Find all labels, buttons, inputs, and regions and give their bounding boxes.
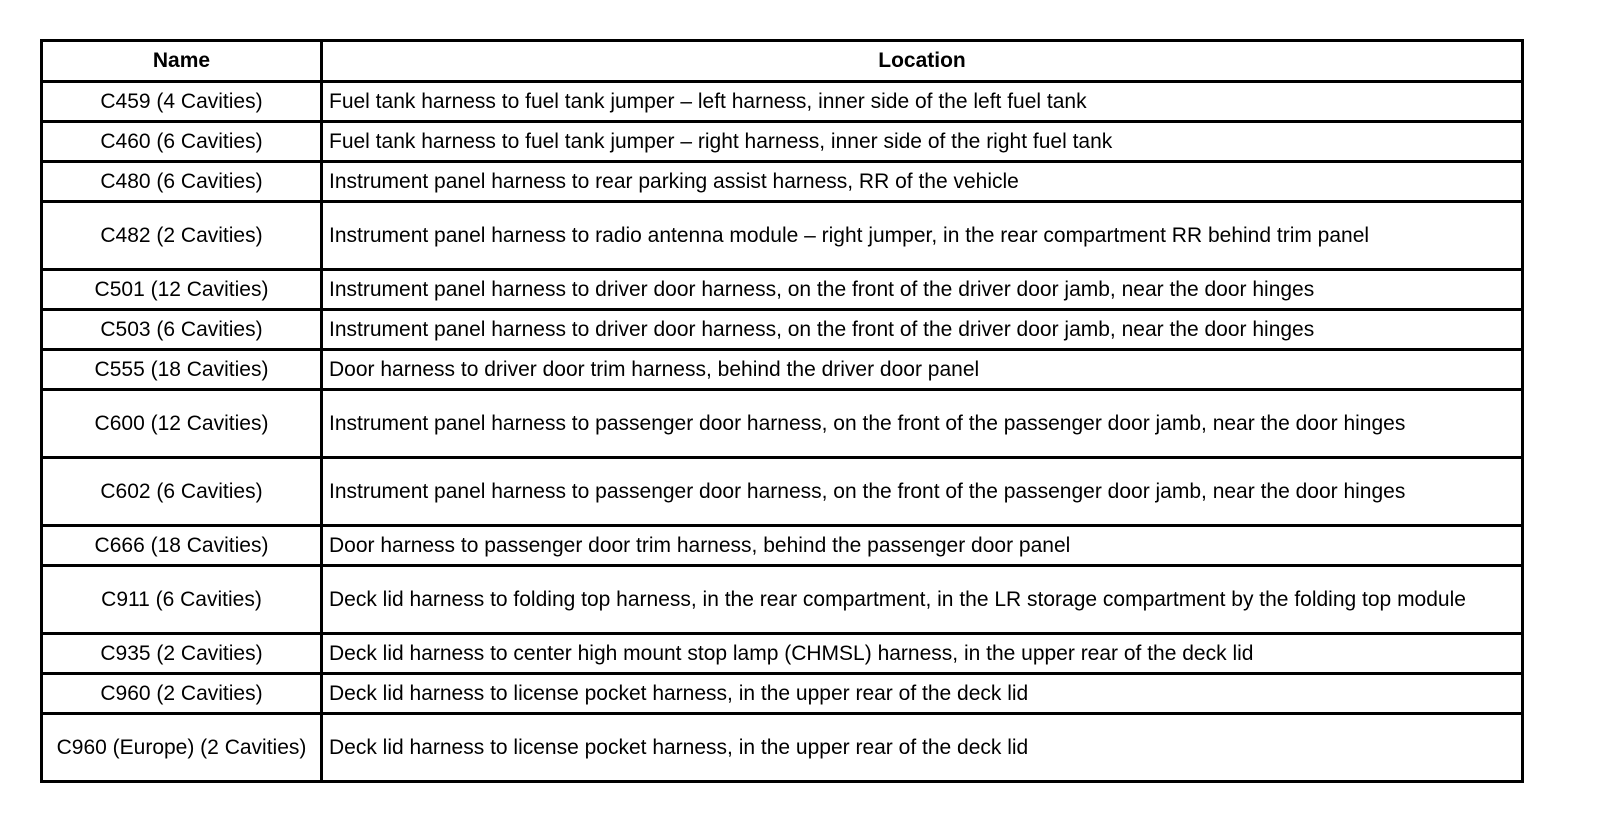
connector-location-table bbox=[40, 39, 1524, 783]
connector-location-cell: Deck lid harness to license pocket harness, in the upper rear of the deck lid bbox=[322, 674, 1523, 714]
connector-location-cell: Door harness to driver door trim harness, behind the driver door panel bbox=[322, 350, 1523, 390]
connector-location-cell: Instrument panel harness to passenger door harness, on the front of the passenger door jamb, near the door hinges bbox=[322, 458, 1523, 526]
connector-name-cell: C501 (12 Cavities) bbox=[42, 270, 322, 310]
connector-name-cell: C600 (12 Cavities) bbox=[42, 390, 322, 458]
table-row bbox=[42, 674, 1523, 714]
column-header-name: Name bbox=[42, 41, 322, 82]
table-row bbox=[42, 390, 1523, 458]
connector-table-container bbox=[40, 39, 1524, 783]
table-row bbox=[42, 122, 1523, 162]
table-row bbox=[42, 526, 1523, 566]
table-row bbox=[42, 270, 1523, 310]
table-header bbox=[42, 41, 1523, 82]
connector-name-cell: C482 (2 Cavities) bbox=[42, 202, 322, 270]
table-row bbox=[42, 162, 1523, 202]
connector-name-cell: C555 (18 Cavities) bbox=[42, 350, 322, 390]
connector-location-cell: Deck lid harness to folding top harness, in the rear compartment, in the LR storage compartment by the folding top module bbox=[322, 566, 1523, 634]
table-row bbox=[42, 310, 1523, 350]
connector-name-cell: C459 (4 Cavities) bbox=[42, 82, 322, 122]
connector-name-cell: C460 (6 Cavities) bbox=[42, 122, 322, 162]
connector-location-cell: Door harness to passenger door trim harness, behind the passenger door panel bbox=[322, 526, 1523, 566]
connector-location-cell: Fuel tank harness to fuel tank jumper – left harness, inner side of the left fuel tank bbox=[322, 82, 1523, 122]
table-row bbox=[42, 714, 1523, 782]
connector-name-cell: C602 (6 Cavities) bbox=[42, 458, 322, 526]
connector-location-cell: Fuel tank harness to fuel tank jumper – right harness, inner side of the right fuel tank bbox=[322, 122, 1523, 162]
table-row bbox=[42, 458, 1523, 526]
connector-location-cell: Instrument panel harness to rear parking assist harness, RR of the vehicle bbox=[322, 162, 1523, 202]
table-row bbox=[42, 634, 1523, 674]
column-header-location: Location bbox=[322, 41, 1523, 82]
connector-location-cell: Instrument panel harness to driver door harness, on the front of the driver door jamb, near the door hinges bbox=[322, 270, 1523, 310]
connector-name-cell: C911 (6 Cavities) bbox=[42, 566, 322, 634]
connector-location-cell: Instrument panel harness to driver door harness, on the front of the driver door jamb, near the door hinges bbox=[322, 310, 1523, 350]
header-row bbox=[42, 41, 1523, 82]
table-row bbox=[42, 566, 1523, 634]
table-row bbox=[42, 350, 1523, 390]
table-body bbox=[42, 82, 1523, 782]
connector-name-cell: C503 (6 Cavities) bbox=[42, 310, 322, 350]
connector-name-cell: C480 (6 Cavities) bbox=[42, 162, 322, 202]
table-row bbox=[42, 82, 1523, 122]
connector-location-cell: Deck lid harness to center high mount stop lamp (CHMSL) harness, in the upper rear of the deck lid bbox=[322, 634, 1523, 674]
connector-location-cell: Instrument panel harness to passenger door harness, on the front of the passenger door jamb, near the door hinges bbox=[322, 390, 1523, 458]
connector-name-cell: C960 (2 Cavities) bbox=[42, 674, 322, 714]
table-row bbox=[42, 202, 1523, 270]
connector-name-cell: C960 (Europe) (2 Cavities) bbox=[42, 714, 322, 782]
connector-name-cell: C935 (2 Cavities) bbox=[42, 634, 322, 674]
connector-name-cell: C666 (18 Cavities) bbox=[42, 526, 322, 566]
connector-location-cell: Instrument panel harness to radio antenna module – right jumper, in the rear compartment RR behind trim panel bbox=[322, 202, 1523, 270]
connector-location-cell: Deck lid harness to license pocket harness, in the upper rear of the deck lid bbox=[322, 714, 1523, 782]
